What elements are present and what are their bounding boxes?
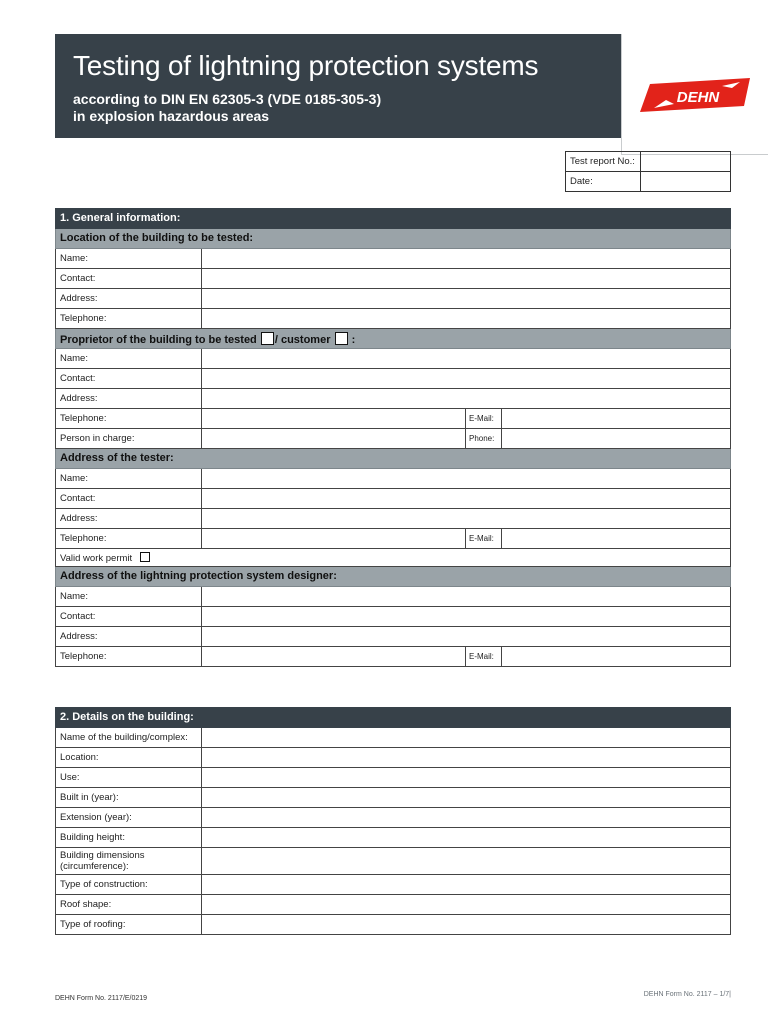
building-dimensions-label: Building dimensions (circumference): xyxy=(56,848,202,875)
general-information-table xyxy=(55,208,731,667)
tester-subheader: Address of the tester: xyxy=(56,449,731,469)
customer-title: / customer xyxy=(274,333,331,346)
built-in-year-field[interactable] xyxy=(202,788,731,808)
person-phone-label: Phone: xyxy=(466,429,502,449)
section-1-title: 1. General information: xyxy=(56,209,731,229)
location-telephone-label: Telephone: xyxy=(56,309,202,329)
designer-email-label: E-Mail: xyxy=(466,647,502,667)
proprietor-colon: : xyxy=(351,333,356,346)
designer-contact-label: Contact: xyxy=(56,607,202,627)
proprietor-address-field[interactable] xyxy=(202,389,731,409)
designer-address-field[interactable] xyxy=(202,627,731,647)
header-banner xyxy=(55,34,731,138)
proprietor-telephone-field[interactable] xyxy=(202,409,466,429)
proprietor-title: Proprietor of the building to be tested xyxy=(60,333,257,346)
building-height-field[interactable] xyxy=(202,828,731,848)
date-label: Date: xyxy=(566,172,641,192)
proprietor-name-label: Name: xyxy=(56,349,202,369)
location-address-field[interactable] xyxy=(202,289,731,309)
designer-email-field[interactable] xyxy=(502,647,731,667)
designer-name-field[interactable] xyxy=(202,587,731,607)
date-field[interactable] xyxy=(641,172,731,192)
report-number-field[interactable] xyxy=(641,152,731,172)
dehn-logo-icon xyxy=(640,78,752,112)
tester-address-label: Address: xyxy=(56,509,202,529)
subtitle-line-2: in explosion hazardous areas xyxy=(73,108,270,124)
person-phone-field[interactable] xyxy=(502,429,731,449)
subtitle-line-1: according to DIN EN 62305-3 (VDE 0185-305-3) xyxy=(73,91,382,107)
designer-subheader: Address of the lightning protection system designer: xyxy=(56,567,731,587)
work-permit-row xyxy=(56,549,731,567)
proprietor-subheader xyxy=(56,329,731,349)
construction-type-label: Type of construction: xyxy=(56,875,202,895)
work-permit-checkbox[interactable] xyxy=(140,552,150,562)
building-use-label: Use: xyxy=(56,768,202,788)
building-details-table xyxy=(55,707,731,935)
tester-address-field[interactable] xyxy=(202,509,731,529)
location-telephone-field[interactable] xyxy=(202,309,731,329)
building-dimensions-field[interactable] xyxy=(202,848,731,875)
footer-form-number: DEHN Form No. 2117/E/0219 xyxy=(55,995,148,1002)
person-in-charge-label: Person in charge: xyxy=(56,429,202,449)
proprietor-email-field[interactable] xyxy=(502,409,731,429)
designer-name-label: Name: xyxy=(56,587,202,607)
location-name-label: Name: xyxy=(56,249,202,269)
logo-box xyxy=(621,34,768,155)
roofing-type-field[interactable] xyxy=(202,915,731,935)
tester-email-label: E-Mail: xyxy=(466,529,502,549)
location-contact-label: Contact: xyxy=(56,269,202,289)
report-number-label: Test report No.: xyxy=(566,152,641,172)
tester-contact-label: Contact: xyxy=(56,489,202,509)
designer-telephone-field[interactable] xyxy=(202,647,466,667)
extension-year-field[interactable] xyxy=(202,808,731,828)
logo-text: DEHN xyxy=(676,89,720,106)
tester-name-field[interactable] xyxy=(202,469,731,489)
person-in-charge-field[interactable] xyxy=(202,429,466,449)
proprietor-name-field[interactable] xyxy=(202,349,731,369)
proprietor-address-label: Address: xyxy=(56,389,202,409)
designer-telephone-label: Telephone: xyxy=(56,647,202,667)
building-name-field[interactable] xyxy=(202,728,731,748)
building-location-label: Location: xyxy=(56,748,202,768)
proprietor-contact-label: Contact: xyxy=(56,369,202,389)
building-name-label: Name of the building/complex: xyxy=(56,728,202,748)
customer-checkbox[interactable] xyxy=(335,332,348,345)
location-name-field[interactable] xyxy=(202,249,731,269)
work-permit-label: Valid work permit xyxy=(60,552,133,564)
page-title: Testing of lightning protection systems xyxy=(73,50,539,81)
page-subtitle xyxy=(73,91,513,125)
tester-email-field[interactable] xyxy=(502,529,731,549)
roof-shape-field[interactable] xyxy=(202,895,731,915)
proprietor-checkbox[interactable] xyxy=(261,332,274,345)
building-location-field[interactable] xyxy=(202,748,731,768)
tester-contact-field[interactable] xyxy=(202,489,731,509)
roofing-type-label: Type of roofing: xyxy=(56,915,202,935)
report-meta-table xyxy=(565,151,731,192)
location-subheader: Location of the building to be tested: xyxy=(56,229,731,249)
proprietor-telephone-label: Telephone: xyxy=(56,409,202,429)
proprietor-email-label: E-Mail: xyxy=(466,409,502,429)
tester-telephone-field[interactable] xyxy=(202,529,466,549)
construction-type-field[interactable] xyxy=(202,875,731,895)
extension-year-label: Extension (year): xyxy=(56,808,202,828)
proprietor-contact-field[interactable] xyxy=(202,369,731,389)
tester-name-label: Name: xyxy=(56,469,202,489)
building-height-label: Building height: xyxy=(56,828,202,848)
footer-page-number: DEHN Form No. 2117 – 1/7| xyxy=(643,991,731,998)
designer-address-label: Address: xyxy=(56,627,202,647)
building-use-field[interactable] xyxy=(202,768,731,788)
roof-shape-label: Roof shape: xyxy=(56,895,202,915)
built-in-year-label: Built in (year): xyxy=(56,788,202,808)
tester-telephone-label: Telephone: xyxy=(56,529,202,549)
location-address-label: Address: xyxy=(56,289,202,309)
designer-contact-field[interactable] xyxy=(202,607,731,627)
location-contact-field[interactable] xyxy=(202,269,731,289)
section-2-title: 2. Details on the building: xyxy=(56,708,731,728)
